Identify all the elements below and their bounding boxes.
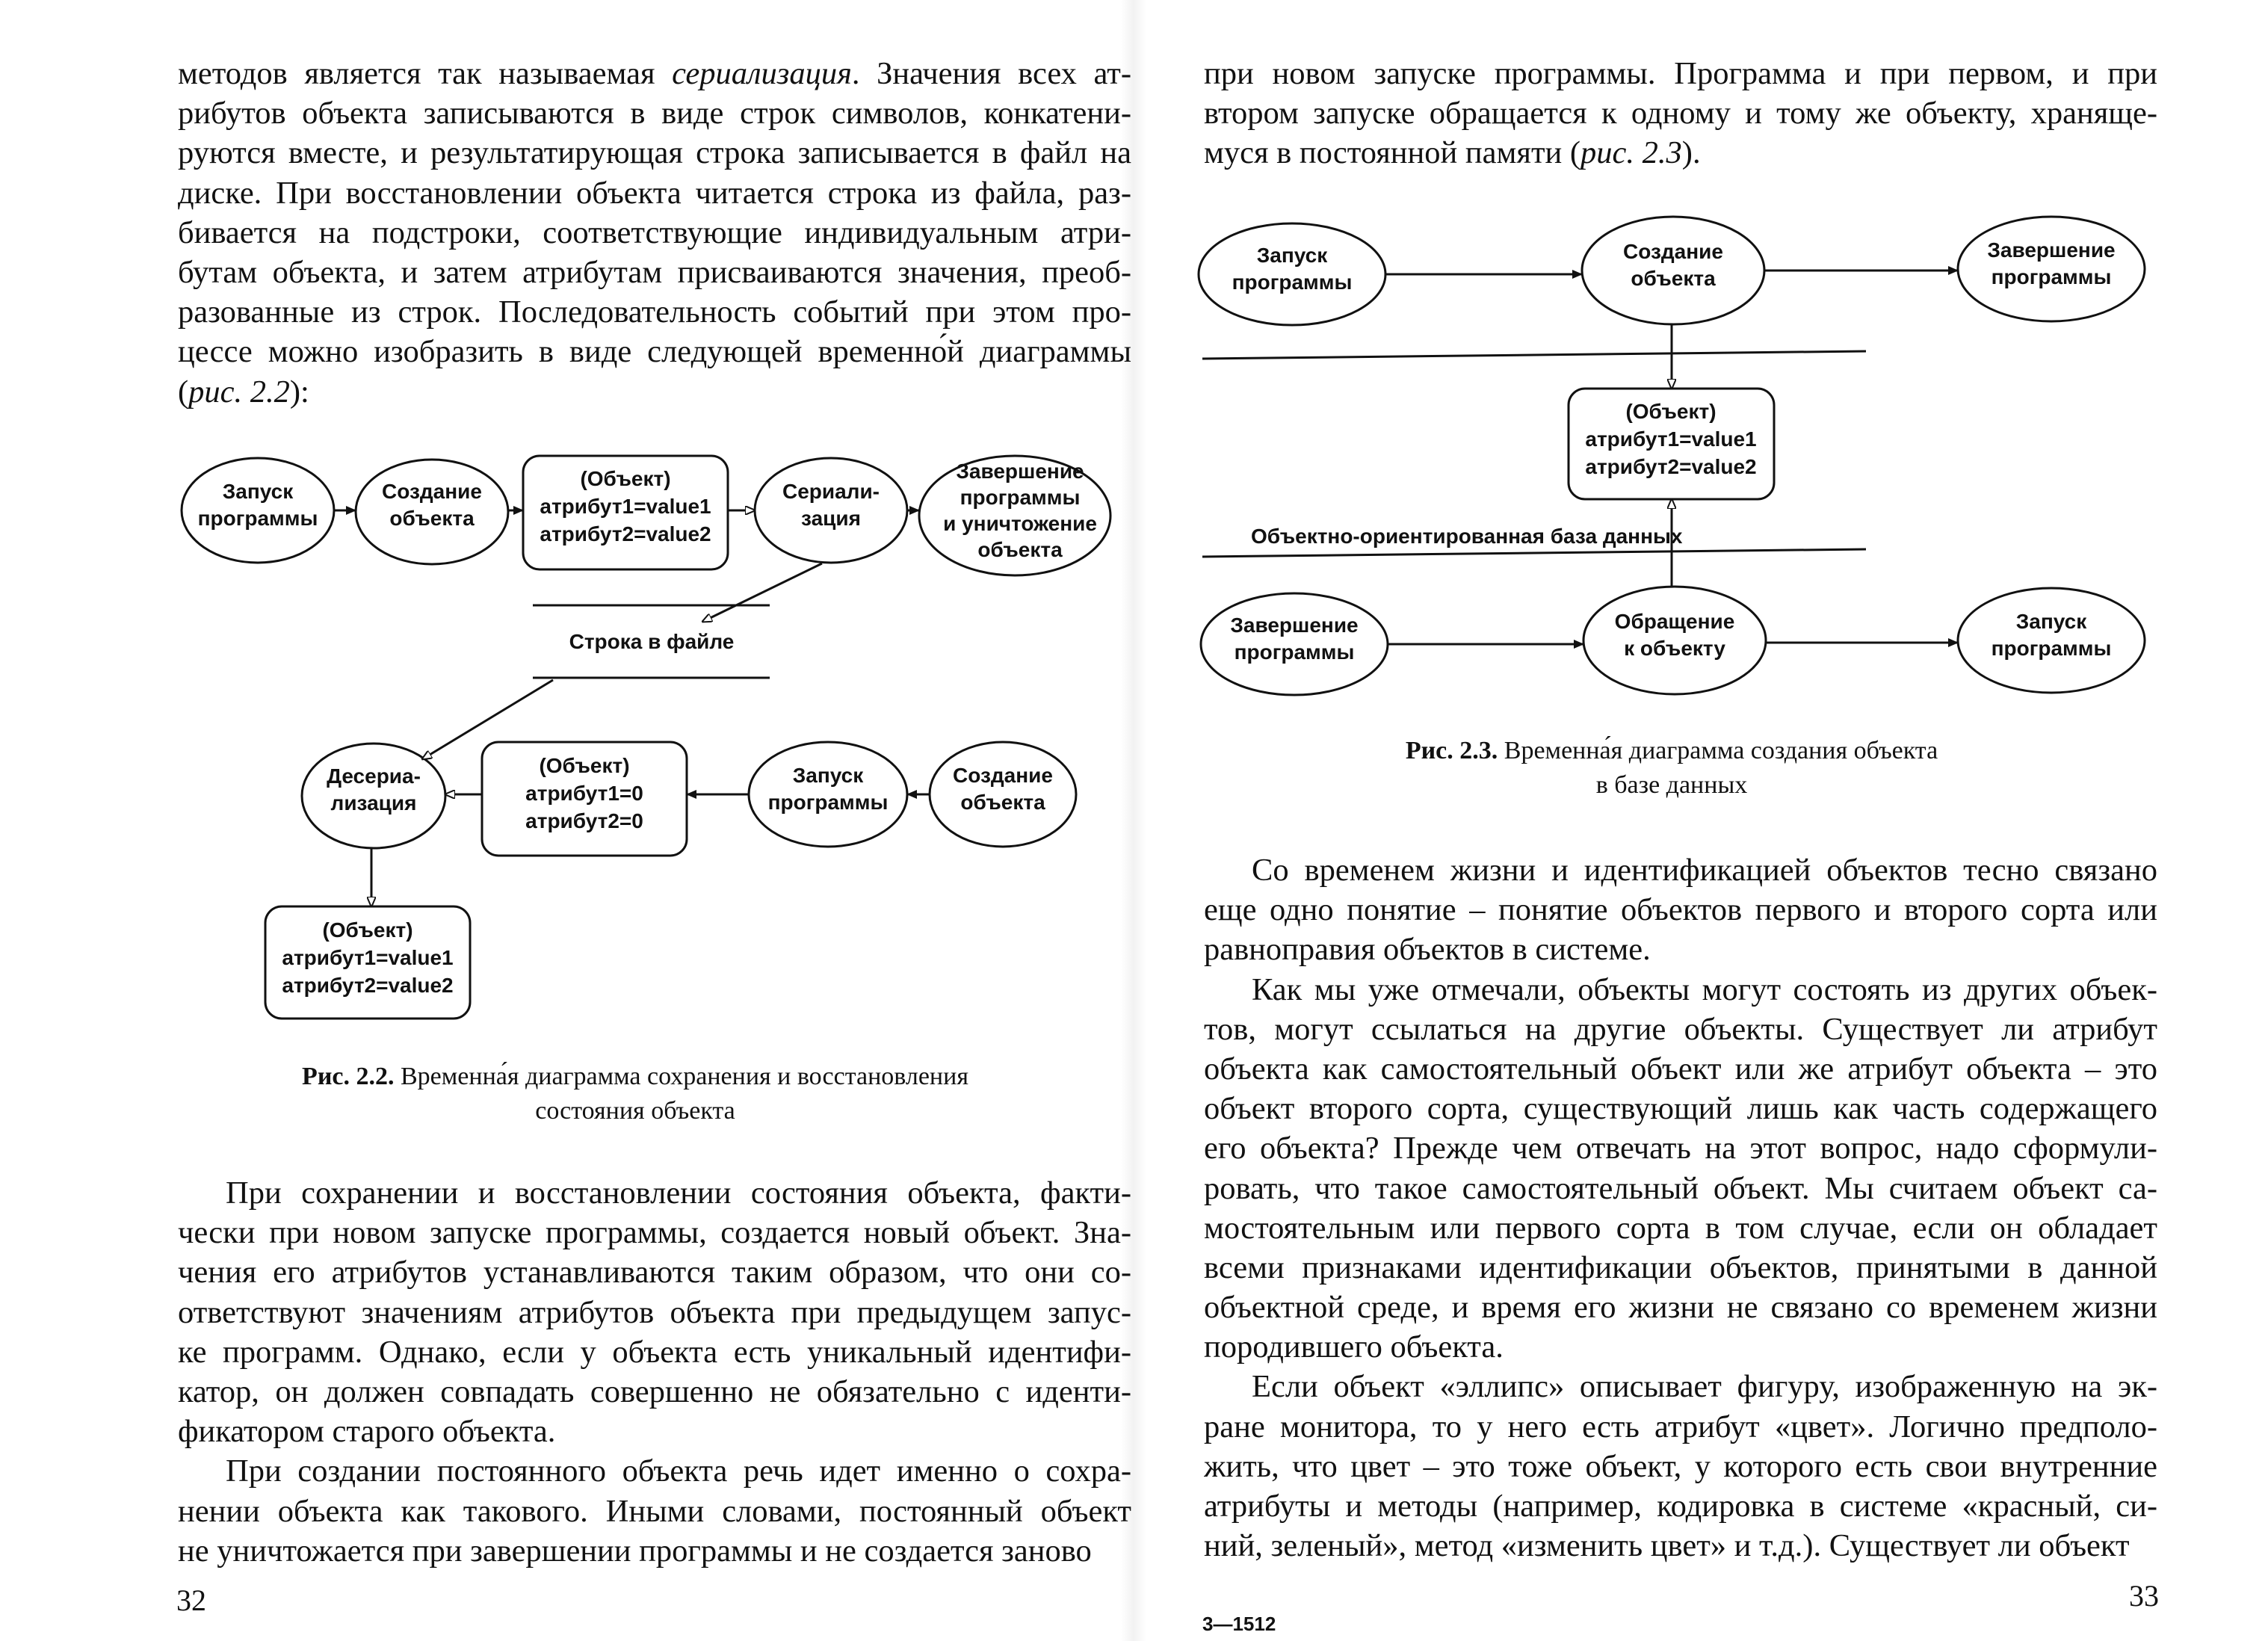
label-obj1-1: (Объект) (580, 467, 671, 490)
page-number-left: 32 (176, 1583, 206, 1617)
label-r-launch2-1: Запуск (2015, 610, 2087, 633)
paragraph-line: Если объект «эллипс» описывает фигуру, изображенную на эк- (1252, 1369, 2157, 1405)
label-serialize-1: Сериали- (782, 480, 880, 503)
paragraph (1204, 970, 2157, 1368)
caption-2-2 (224, 1060, 1046, 1128)
label-r-finish-2: программы (1991, 265, 2112, 288)
label-obj0-2: атрибут1=0 (525, 782, 643, 805)
paragraph-line: объект второго сорта, существующий лишь как часть содержащего (1204, 1091, 2157, 1127)
right-page (1134, 0, 2268, 1641)
label-deserialize-1: Десериа- (327, 764, 421, 788)
db-line-top (1202, 351, 1866, 359)
caption-2-3-text: Временна́я диаграмма создания объекта (1504, 737, 1938, 764)
intro-line: (рис. 2.2): (178, 374, 309, 410)
label-r-create-2: объекта (1631, 267, 1716, 290)
caption-2-3 (1313, 734, 2030, 803)
arrow-serialize-file (702, 563, 822, 622)
label-finish-3: и уничтожение (943, 512, 1097, 535)
paragraph-line: ке программ. Однако, если у объекта есть уникальный идентифи- (178, 1334, 1131, 1370)
label-r-finish2-2: программы (1234, 640, 1355, 664)
paragraph-line: тов, могут ссылаться на другие объекты. Существует ли атрибут (1204, 1011, 2157, 1047)
paragraph-line: При сохранении и восстановлении состояния объекта, факти- (226, 1175, 1131, 1211)
paragraph (1204, 1367, 2157, 1566)
label-r-access-2: к объекту (1624, 637, 1725, 660)
label-r-finish-1: Завершение (1987, 238, 2116, 262)
label-create2-2: объекта (960, 791, 1045, 814)
intro-line: цессе можно изобразить в виде следующей временно́й диаграммы (178, 334, 1131, 370)
paragraph-line: нении объекта как такового. Иными словами, постоянный объект (178, 1493, 1131, 1529)
paragraph-line: объектной среде, и время его жизни не связано со временем жизни (1204, 1290, 2157, 1326)
label-launch-1: Запуск (222, 480, 294, 503)
label-r-obj-2: атрибут1=value1 (1585, 427, 1757, 451)
label-create2-1: Создание (953, 764, 1053, 787)
paragraph-line: чески при новом запуске программы, создается новый объект. Зна- (178, 1215, 1131, 1251)
paragraph-line: не уничтожается при завершении программы и не создается заново (178, 1533, 1092, 1569)
label-deserialize-2: лизация (330, 791, 417, 815)
paragraph-line: еще одно понятие – понятие объектов первого и второго сорта или (1204, 892, 2157, 928)
paragraph-line: катор, он должен совпадать совершенно не обязательно с иденти- (178, 1373, 1131, 1409)
caption-2-2-text: Временна́я диаграмма сохранения и восстановления (401, 1063, 968, 1090)
intro-line: при новом запуске программы. Программа и при первом, и при (1204, 56, 2157, 91)
label-file: Строка в файле (569, 630, 735, 653)
paragraph-line: ний, зеленый», метод «изменить цвет» и т.д.). Существует ли объект (1204, 1528, 2130, 1564)
label-obj0-1: (Объект) (539, 754, 630, 777)
label-create-1: Создание (382, 480, 482, 503)
label-obj1-2: атрибут1=value1 (540, 495, 711, 518)
intro-line: рибутов объекта записываются в виде строк символов, конкатени- (178, 96, 1131, 132)
figure-2-2-diagram (0, 0, 1134, 1061)
paragraph-line: жить, что цвет – это тоже объект, у которого есть свои внутренние (1204, 1448, 2157, 1484)
paragraph-line: всеми признаками идентификации объектов, принятыми в данной (1204, 1249, 2157, 1285)
label-r-launch2-2: программы (1991, 637, 2112, 660)
caption-2-2-line2: состояния объекта (535, 1097, 735, 1125)
label-serialize-2: зация (801, 507, 861, 530)
label-r-finish2-1: Завершение (1230, 614, 1359, 637)
paragraph-line: фикатором старого объекта. (178, 1414, 556, 1450)
caption-2-3-label: Рис. 2.3. (1405, 737, 1498, 764)
label-r-create-1: Создание (1623, 240, 1723, 263)
intro-line: разованные из строк. Последовательность событий при этом про- (178, 294, 1131, 330)
label-restored-3: атрибут2=value2 (282, 974, 454, 997)
label-launch2-1: Запуск (792, 764, 864, 787)
right-body-text (1204, 850, 2157, 1566)
intro-line: методов является так называемая сериализация. Значения всех ат- (178, 56, 1131, 91)
label-launch2-2: программы (767, 791, 889, 814)
label-finish-4: объекта (977, 538, 1063, 561)
left-body-text (178, 1173, 1131, 1571)
paragraph-line: Со временем жизни и идентификацией объектов тесно связано (1252, 853, 2157, 888)
label-obj1-3: атрибут2=value2 (540, 522, 711, 546)
paragraph-line: Как мы уже отмечали, объекты могут состоять из других объек- (1252, 971, 2157, 1007)
paragraph-line: При создании постоянного объекта речь идет именно о сохра- (226, 1453, 1131, 1489)
intro-line: муся в постоянной памяти (рис. 2.3). (1204, 135, 1701, 171)
label-r-launch-2: программы (1232, 271, 1353, 294)
label-finish-2: программы (960, 486, 1081, 509)
label-restored-1: (Объект) (322, 918, 413, 942)
paragraph (1204, 850, 2157, 970)
label-r-obj-1: (Объект) (1625, 400, 1717, 423)
label-finish-1: Завершение (956, 460, 1084, 483)
paragraph-line: мостоятельным или первого сорта в том случае, если он обладает (1204, 1210, 2157, 1246)
label-r-obj-3: атрибут2=value2 (1585, 455, 1757, 478)
paragraph-line: его объекта? Прежде чем отвечать на этот вопрос, надо сформули- (1204, 1131, 2157, 1166)
page-number-right: 33 (2129, 1579, 2159, 1613)
paragraph-line: ровать, что такое самостоятельный объект. Мы считаем объект са- (1204, 1170, 2157, 1206)
label-r-launch-1: Запуск (1256, 244, 1328, 267)
label-restored-2: атрибут1=value1 (282, 946, 454, 969)
paragraph (178, 1173, 1131, 1451)
intro-line: втором запуске обращается к одному и тому же объекту, храняще- (1204, 96, 2157, 132)
paragraph-line: чения его атрибутов устанавливаются таким образом, что они со- (178, 1255, 1131, 1291)
intro-line: бивается на подстроки, соответствующие индивидуальным атри- (178, 214, 1131, 250)
paragraph (178, 1451, 1131, 1571)
caption-2-3-line2: в базе данных (1595, 771, 1748, 799)
paragraph-line: ответствуют значениям атрибутов объекта при предыдущем запус- (178, 1294, 1131, 1330)
paragraph-line: объекта как самостоятельный объект или же атрибут объекта – это (1204, 1051, 2157, 1087)
figure-2-3-diagram (1134, 0, 2268, 747)
paragraph-line: ране монитора, то у него есть атрибут «цвет». Логично предполо- (1204, 1409, 2157, 1444)
db-line-bottom (1202, 549, 1866, 557)
label-create-2: объекта (389, 507, 475, 530)
paragraph-line: породившего объекта. (1204, 1329, 1504, 1365)
label-obj0-3: атрибут2=0 (525, 809, 643, 832)
paragraph-line: равноправия объектов в системе. (1204, 932, 1651, 968)
label-r-access-1: Обращение (1614, 610, 1735, 633)
intro-line: бутам объекта, и затем атрибутам присваиваются значения, преоб- (178, 254, 1131, 290)
paragraph-line: атрибуты и методы (например, кодировка в системе «красный, си- (1204, 1489, 2157, 1524)
label-launch-2: программы (197, 507, 318, 530)
intro-line: руются вместе, и результатирующая строка записывается в файл на (178, 135, 1131, 171)
label-r-db: Объектно-ориентированная база данных (1251, 525, 1683, 548)
intro-line: диске. При восстановлении объекта читается строка из файла, раз- (178, 175, 1131, 211)
printer-signature: 3—1512 (1202, 1613, 1276, 1635)
caption-2-2-label: Рис. 2.2. (302, 1063, 395, 1090)
